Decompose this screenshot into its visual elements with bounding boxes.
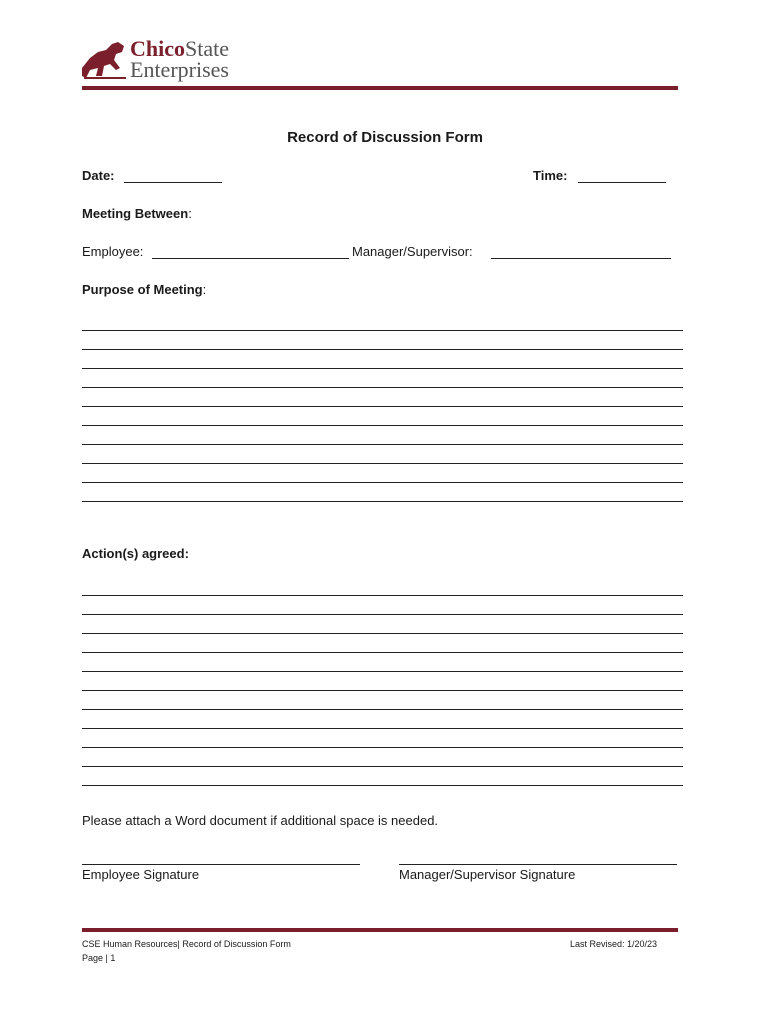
actions-line[interactable] [82,785,683,786]
actions-line[interactable] [82,614,683,615]
actions-line[interactable] [82,728,683,729]
actions-line[interactable] [82,690,683,691]
employee-signature-line[interactable] [82,864,360,865]
footer-department: CSE Human Resources| Record of Discussion Form [82,939,291,949]
manager-signature-line[interactable] [399,864,677,865]
actions-label: Action(s) agreed: [82,546,189,561]
purpose-heading [82,282,206,297]
purpose-colon: : [202,282,207,297]
footer-divider [82,928,678,932]
header-divider [82,86,678,90]
actions-line[interactable] [82,652,683,653]
actions-line[interactable] [82,633,683,634]
wildcat-icon [80,38,130,82]
actions-line[interactable] [82,595,683,596]
meeting-between-heading [82,206,192,221]
actions-line[interactable] [82,671,683,672]
manager-field[interactable] [491,258,671,259]
purpose-line[interactable] [82,501,683,502]
purpose-line[interactable] [82,368,683,369]
meeting-between-colon: : [188,206,192,221]
manager-label: Manager/Supervisor: [352,244,473,259]
footer-page-number: Page | 1 [82,953,116,963]
purpose-line[interactable] [82,387,683,388]
date-label: Date: [82,168,115,183]
purpose-label: Purpose of Meeting [82,282,203,297]
logo-word-state: State [185,36,229,61]
purpose-line[interactable] [82,444,683,445]
footer-last-revised: Last Revised: 1/20/23 [570,939,658,949]
actions-line[interactable] [82,709,683,710]
purpose-line[interactable] [82,482,683,483]
date-field[interactable] [124,182,222,183]
employee-label: Employee: [82,244,144,259]
purpose-line[interactable] [82,406,683,407]
meeting-between-label: Meeting Between [82,206,189,221]
purpose-line[interactable] [82,349,683,350]
purpose-line[interactable] [82,463,683,464]
chico-state-enterprises-logo [80,38,250,82]
purpose-line[interactable] [82,425,683,426]
actions-line[interactable] [82,747,683,748]
logo-word-chico: Chico [130,36,185,61]
employee-field[interactable] [152,258,349,259]
purpose-line[interactable] [82,330,683,331]
manager-signature-label: Manager/Supervisor Signature [399,867,576,882]
time-label: Time: [533,168,568,183]
additional-space-note: Please attach a Word document if additional space is needed. [82,813,439,828]
actions-line[interactable] [82,766,683,767]
form-title: Record of Discussion Form [287,129,483,146]
time-field[interactable] [578,182,666,183]
employee-signature-label: Employee Signature [82,867,200,882]
logo-word-enterprises: Enterprises [130,57,229,82]
